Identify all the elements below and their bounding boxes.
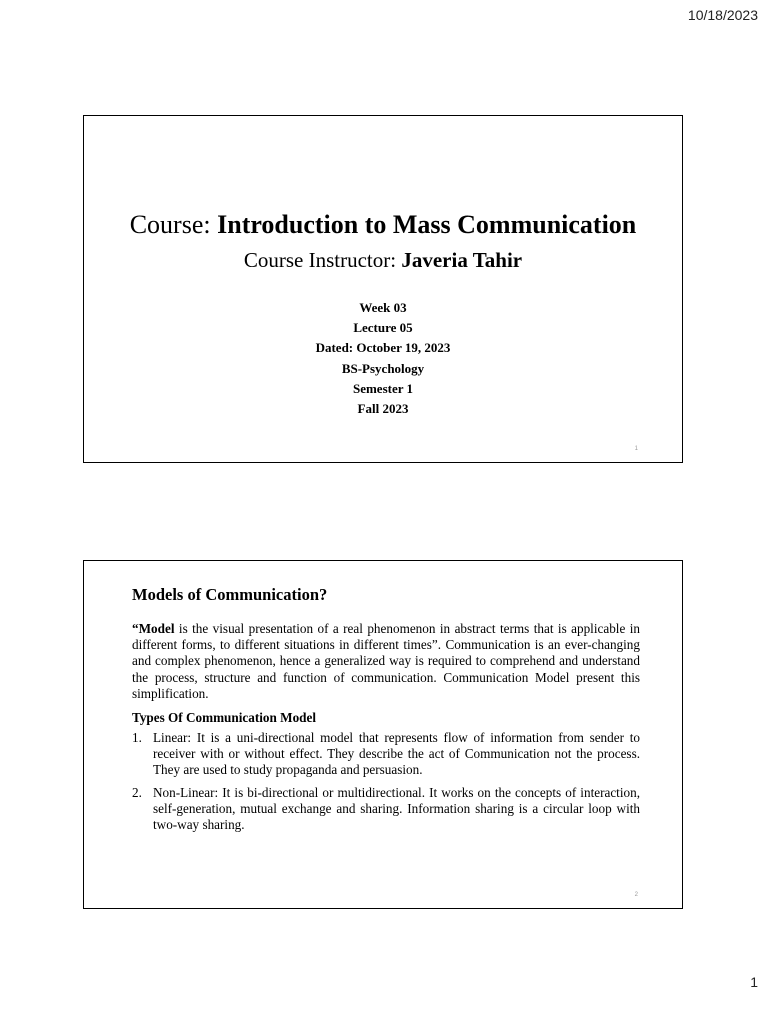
list-item-number: 2. [132,784,142,800]
header-date: 10/18/2023 [687,7,758,23]
instructor-prefix: Course Instructor: [243,248,402,272]
meta-lecture: Lecture 05 [353,320,413,336]
list-item-text: Linear: It is a uni-directional model that represents flow of information from sender to receiver with or without effect. They describe the act of Communication not the process. They are used to study propaganda and persuasion. [153,730,640,778]
instructor-name: Javeria Tahir [401,248,523,272]
types-heading: Types Of Communication Model [132,710,317,726]
slide-content [132,585,640,839]
list-item [132,730,640,779]
definition-term: Model [138,621,175,636]
meta-term: Fall 2023 [357,401,409,417]
slide-1 [83,115,683,463]
meta-semester: Semester 1 [352,380,414,396]
page-number: 1 [750,974,758,990]
meta-program: BS-Psychology [341,360,425,376]
course-title-line [84,210,682,240]
instructor-line [84,248,682,273]
list-item-text: Non-Linear: It is bi-directional or multidirectional. It works on the concepts of interaction, self-generation, mutual exchange and sharing. Information sharing is a circular loop with two-way sharing. [153,784,640,833]
lecture-meta [84,298,682,419]
slide-title: Models of Communication? [132,585,328,604]
definition-open-quote: “ [132,621,139,636]
course-prefix: Course: [129,210,218,239]
slide-number: 1 [634,446,638,452]
list-item-number: 1. [132,730,142,746]
meta-week: Week 03 [359,300,407,315]
meta-date: Dated: October 19, 2023 [315,340,451,356]
definition-text: is the visual presentation of a real phenomenon in abstract terms that is applicable in different forms, to different situations in different times”. Communication is an ever-changing and complex phenomenon, hence a generalized way is required to comprehend and understand the process, structure and function of communication. Communication Model present this simplification. [132,621,640,701]
model-definition [132,621,640,702]
slide-2 [83,560,683,909]
course-title: Introduction to Mass Communication [217,210,637,239]
slide-number: 2 [634,892,638,898]
types-list [132,730,640,833]
list-item [132,785,640,834]
